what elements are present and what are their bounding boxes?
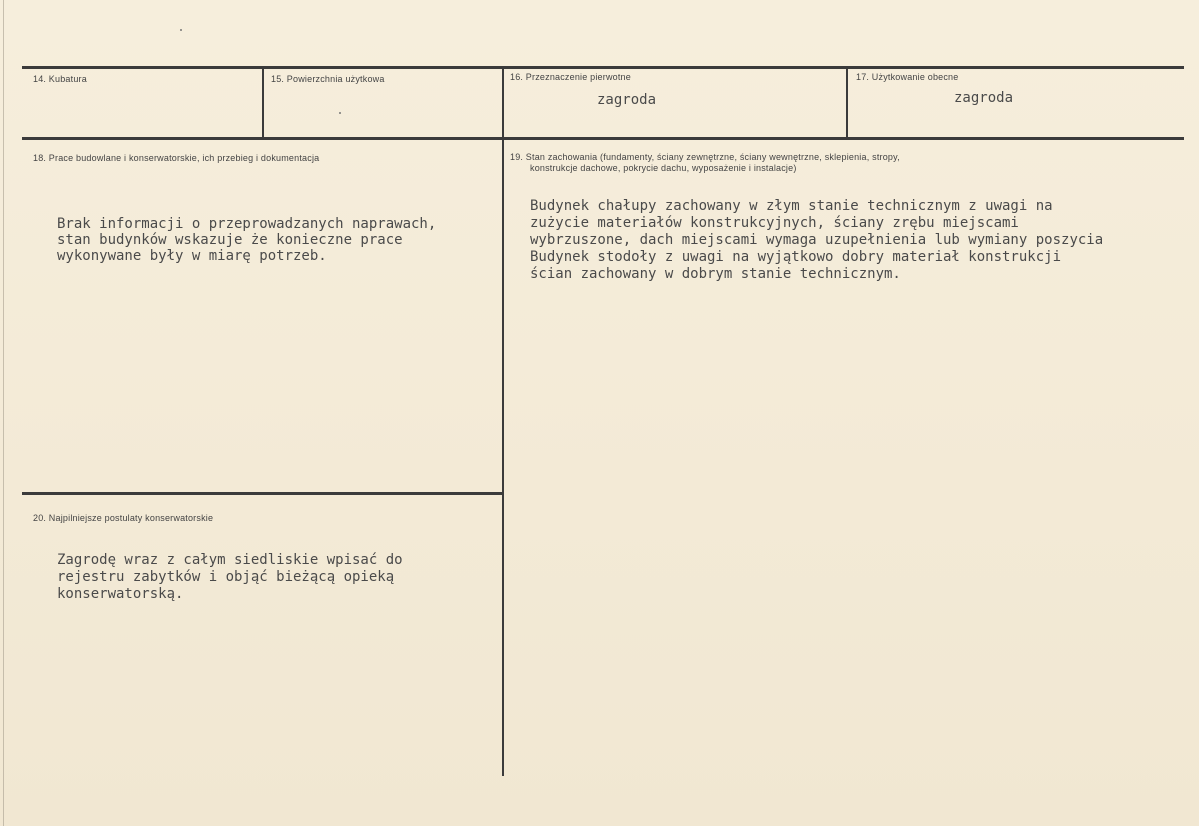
section-18-bottom-rule xyxy=(22,492,502,495)
field-18-line: stan budynków wskazuje że konieczne prace xyxy=(57,232,403,248)
card-edge xyxy=(3,0,4,826)
field-18-line: wykonywane były w miarę potrzeb. xyxy=(57,248,327,264)
divider-16-17 xyxy=(846,68,848,138)
field-14-label: 14. Kubatura xyxy=(33,74,87,84)
field-19-line: Budynek chałupy zachowany w złym stanie technicznym z uwagi na xyxy=(530,198,1053,214)
divider-14-15 xyxy=(262,68,264,138)
field-19-label: 19. Stan zachowania (fundamenty, ściany zewnętrzne, ściany wewnętrzne, sklepienia, stropy, xyxy=(510,152,900,162)
field-15-label: 15. Powierzchnia użytkowa xyxy=(271,74,385,84)
field-19-line: ścian zachowany w dobrym stanie technicznym. xyxy=(530,266,901,282)
ink-speck xyxy=(180,29,182,31)
top-rule xyxy=(22,66,1184,69)
field-16-value: zagroda xyxy=(597,92,657,108)
field-20-line: Zagrodę wraz z całym siedliskie wpisać do xyxy=(57,552,403,568)
field-16-label: 16. Przeznaczenie pierwotne xyxy=(510,72,631,82)
field-19-line: Budynek stodoły z uwagi na wyjątkowo dobry materiał konstrukcji xyxy=(530,249,1062,265)
field-18-line: Brak informacji o przeprowadzanych naprawach, xyxy=(57,216,437,232)
field-20-line: konserwatorską. xyxy=(57,586,184,602)
field-17-value: zagroda xyxy=(954,90,1014,106)
row-rule xyxy=(22,137,1184,140)
field-19-line: wybrzuszone, dach miejscami wymaga uzupełnienia lub wymiany poszycia xyxy=(530,232,1104,248)
divider-15-16 xyxy=(502,68,504,776)
field-20-label: 20. Najpilniejsze postulaty konserwatorskie xyxy=(33,513,214,523)
field-18-label: 18. Prace budowlane i konserwatorskie, ich przebieg i dokumentacja xyxy=(33,153,320,163)
field-19-label-cont: konstrukcje dachowe, pokrycie dachu, wyposażenie i instalacje) xyxy=(530,163,797,173)
field-19-line: zużycie materiałów konstrukcyjnych, ściany zrębu miejscami xyxy=(530,215,1019,231)
field-17-label: 17. Użytkowanie obecne xyxy=(856,72,959,82)
field-20-line: rejestru zabytków i objąć bieżącą opieką xyxy=(57,569,395,585)
ink-speck xyxy=(339,112,341,114)
